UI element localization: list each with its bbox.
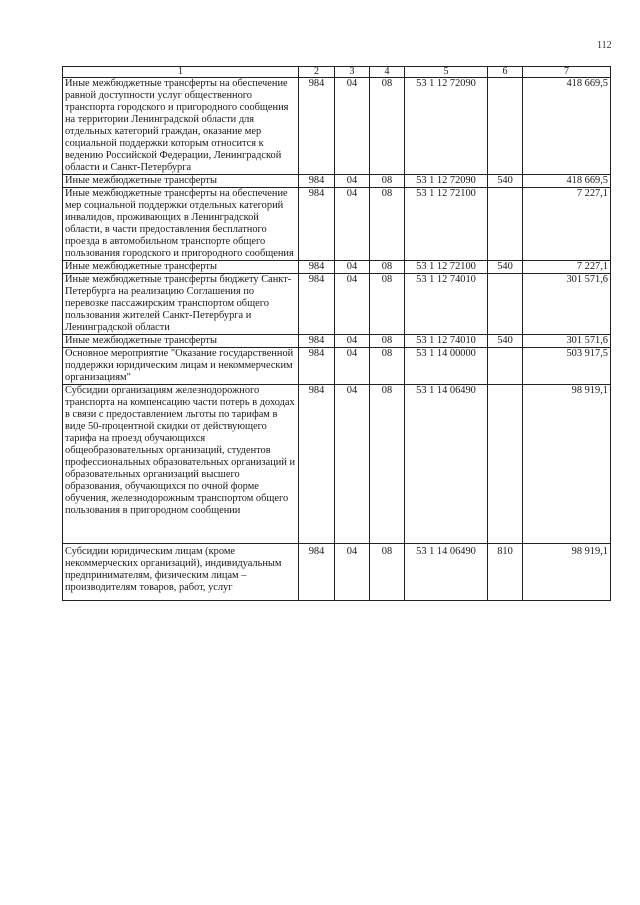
grbs-code: 984: [299, 348, 335, 385]
amount: 98 919,1: [523, 544, 611, 601]
subsection-code: 08: [370, 261, 405, 274]
target-article-code: 53 1 12 72090: [405, 175, 488, 188]
table-row: [63, 175, 611, 188]
expense-type-code: 540: [488, 261, 523, 274]
section-code: 04: [335, 261, 370, 274]
grbs-code: 984: [299, 544, 335, 601]
subsection-code: 08: [370, 348, 405, 385]
expense-type-code: [488, 188, 523, 261]
expense-type-code: 540: [488, 175, 523, 188]
subsection-code: 08: [370, 188, 405, 261]
table-row: [63, 261, 611, 274]
expense-type-code: [488, 385, 523, 544]
header-cell: 5: [405, 67, 488, 78]
subsection-code: 08: [370, 274, 405, 335]
grbs-code: 984: [299, 385, 335, 544]
section-code: 04: [335, 78, 370, 175]
grbs-code: 984: [299, 335, 335, 348]
target-article-code: 53 1 14 06490: [405, 544, 488, 601]
amount: 98 919,1: [523, 385, 611, 544]
target-article-code: 53 1 12 72100: [405, 261, 488, 274]
item-name: Иные межбюджетные трансферты на обеспечение равной доступности услуг общественного транспорта городского и пригородного сообщения на территории Ленинградской области для отдельных категорий граждан, оказание мер социальной поддержки которым относится к ведению Российской Федерации, Ленинградской области и Санкт-Петербурга: [63, 78, 299, 175]
expense-type-code: 540: [488, 335, 523, 348]
section-code: 04: [335, 335, 370, 348]
table-row: [63, 348, 611, 385]
grbs-code: 984: [299, 188, 335, 261]
section-code: 04: [335, 544, 370, 601]
amount: 301 571,6: [523, 274, 611, 335]
amount: 7 227,1: [523, 188, 611, 261]
amount: 301 571,6: [523, 335, 611, 348]
subsection-code: 08: [370, 385, 405, 544]
subsection-code: 08: [370, 544, 405, 601]
subsection-code: 08: [370, 78, 405, 175]
amount: 418 669,5: [523, 175, 611, 188]
item-name: Субсидии юридическим лицам (кроме некоммерческих организаций), индивидуальным предпринимателям, физическим лицам – производителям товаров, работ, услуг: [63, 544, 299, 601]
target-article-code: 53 1 12 74010: [405, 335, 488, 348]
amount: 7 227,1: [523, 261, 611, 274]
header-cell: 1: [63, 67, 299, 78]
budget-table: [62, 66, 611, 601]
table-row: [63, 544, 611, 601]
target-article-code: 53 1 12 72090: [405, 78, 488, 175]
table-row: [63, 274, 611, 335]
header-cell: 7: [523, 67, 611, 78]
item-name: Иные межбюджетные трансферты: [63, 335, 299, 348]
grbs-code: 984: [299, 261, 335, 274]
section-code: 04: [335, 188, 370, 261]
header-row: [63, 67, 611, 78]
subsection-code: 08: [370, 335, 405, 348]
header-cell: 4: [370, 67, 405, 78]
page-number: 112: [597, 40, 612, 51]
grbs-code: 984: [299, 274, 335, 335]
target-article-code: 53 1 12 74010: [405, 274, 488, 335]
header-cell: 6: [488, 67, 523, 78]
expense-type-code: [488, 348, 523, 385]
item-name: Иные межбюджетные трансферты: [63, 261, 299, 274]
item-name: Иные межбюджетные трансферты на обеспечение мер социальной поддержки отдельных категорий инвалидов, проживающих в Ленинградской области, в части предоставления бесплатного проезда в автомобильном транспорте общего пользования городского и пригородного сообщения: [63, 188, 299, 261]
table-row: [63, 78, 611, 175]
item-name: Субсидии организациям железнодорожного транспорта на компенсацию части потерь в доходах в связи с предоставлением льготы по тарифам в виде 50-процентной скидки от действующего тарифа на проезд обучающихся общеобразовательных организаций, студентов профессиональных образовательных организаций и образовательных организаций высшего образования, обучающихся по очной форме обучения, железнодорожным транспортом общего пользования в пригородном сообщении: [63, 385, 299, 544]
amount: 503 917,5: [523, 348, 611, 385]
section-code: 04: [335, 274, 370, 335]
grbs-code: 984: [299, 175, 335, 188]
amount: 418 669,5: [523, 78, 611, 175]
header-cell: 3: [335, 67, 370, 78]
table-row: [63, 385, 611, 544]
section-code: 04: [335, 385, 370, 544]
grbs-code: 984: [299, 78, 335, 175]
target-article-code: 53 1 12 72100: [405, 188, 488, 261]
table-row: [63, 188, 611, 261]
expense-type-code: 810: [488, 544, 523, 601]
section-code: 04: [335, 175, 370, 188]
target-article-code: 53 1 14 06490: [405, 385, 488, 544]
expense-type-code: [488, 78, 523, 175]
item-name: Иные межбюджетные трансферты бюджету Санкт-Петербурга на реализацию Соглашения по перевозке пассажирским транспортом общего пользования жителей Санкт-Петербурга и Ленинградской области: [63, 274, 299, 335]
item-name: Основное мероприятие "Оказание государственной поддержки юридическим лицам и некоммерческим организациям": [63, 348, 299, 385]
subsection-code: 08: [370, 175, 405, 188]
section-code: 04: [335, 348, 370, 385]
target-article-code: 53 1 14 00000: [405, 348, 488, 385]
item-name: Иные межбюджетные трансферты: [63, 175, 299, 188]
header-cell: 2: [299, 67, 335, 78]
table-row: [63, 335, 611, 348]
expense-type-code: [488, 274, 523, 335]
